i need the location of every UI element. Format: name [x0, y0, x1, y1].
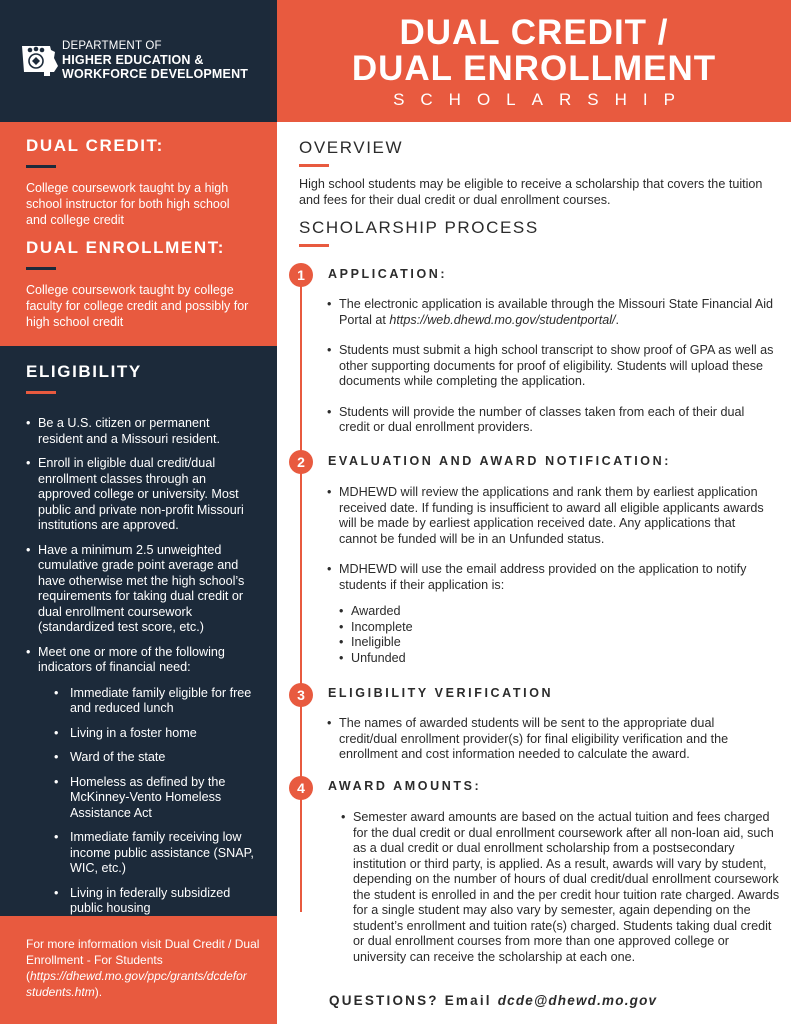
department-line-2: HIGHER EDUCATION & — [62, 53, 204, 67]
dual-enrollment-heading: DUAL ENROLLMENT: — [26, 238, 226, 257]
contact-email-link[interactable]: dcde@dhewd.mo.gov — [497, 993, 658, 1008]
list-item: • Semester award amounts are based on the actual tuition and fees charged for the dual credit or dual enrollment coursework after all non-loan aid, such as a dual credit or dual enrollment scholarship from a postsecondary institution or third party, is applied. As a result, awards will vary by student, depending on the number of hours of dual credit/dual enrollment coursework the student is enrolled in and the per credit hour tuition rate charged. Awards for a single student may also vary by semester, again depending on the student’s enrollment and tuition rate(s) charged. Students taking dual credit or dual enrollment courses from more than one approved college or university can receive the scholarship at each one. — [341, 810, 781, 965]
list-item: • Ward of the state — [46, 750, 257, 766]
bullet-end: . — [615, 312, 620, 327]
financial-need-intro: Meet one or more of the following indicators of financial need: — [38, 644, 225, 674]
eligibility-panel — [0, 346, 277, 916]
step-2-title: EVALUATION AND AWARD NOTIFICATION: — [328, 454, 672, 468]
list-item — [327, 297, 775, 328]
overview-text: High school students may be eligible to receive a scholarship that covers the tuition and fees for their dual credit or dual enrollment courses. — [299, 177, 763, 207]
financial-need-list — [46, 686, 257, 917]
application-status-list — [339, 604, 775, 666]
divider — [299, 164, 329, 167]
list-item: • Have a minimum 2.5 unweighted cumulative grade point average and have otherwise met the high school’s requirements for taking dual credit or dual enrollment coursework (standardized test score, etc.) — [26, 543, 257, 636]
step-1-body — [327, 297, 775, 451]
left-column — [0, 0, 277, 1024]
more-info-footer — [0, 916, 277, 1024]
dual-credit-definition: College coursework taught by a high school instructor for both high school and college credit — [26, 181, 230, 227]
step-1-title: APPLICATION: — [328, 267, 448, 281]
questions-contact — [329, 993, 657, 1008]
list-item: • Immediate family receiving low income public assistance (SNAP, WIC, etc.) — [46, 830, 257, 877]
step-3-body — [327, 716, 775, 778]
more-info-link[interactable]: https://dhewd.mo.gov/ppc/grants/dcdefor students.htm — [26, 969, 247, 999]
process-timeline — [300, 272, 302, 912]
department-logo-block — [0, 0, 277, 122]
dual-enrollment-definition: College coursework taught by college faculty for college credit and possibly for high school credit — [26, 283, 249, 329]
list-item: • MDHEWD will review the applications and rank them by earliest application received date. If funding is insufficient to award all eligible applicants awards will be made by earliest application received date. Any applications that cannot be funded will be in an Unfunded status. — [327, 485, 775, 547]
page-title-line-1: DUAL CREDIT / — [399, 13, 669, 52]
title-banner — [277, 0, 791, 122]
list-item: • Incomplete — [339, 620, 775, 636]
list-item: • Immediate family eligible for free and reduced lunch — [46, 686, 257, 717]
department-name — [62, 39, 248, 81]
list-item: • Awarded — [339, 604, 775, 620]
divider — [299, 244, 329, 247]
list-item: • Ineligible — [339, 635, 775, 651]
step-2-number: 2 — [289, 450, 313, 474]
student-portal-link[interactable]: https://web.dhewd.mo.gov/studentportal/ — [389, 312, 616, 327]
divider — [26, 267, 56, 270]
overview-heading: OVERVIEW — [299, 138, 404, 157]
list-item: • Unfunded — [339, 651, 775, 667]
page-subtitle: SCHOLARSHIP — [393, 90, 691, 109]
list-item: • Students must submit a high school transcript to show proof of GPA as well as other supporting documents for proof of eligibility. Students will upload these documents while completing the application. — [327, 343, 775, 390]
divider — [26, 165, 56, 168]
more-info-text: For more information visit Dual Credit / Dual Enrollment - For Students ( — [26, 937, 260, 983]
step-4-title: AWARD AMOUNTS: — [328, 779, 482, 793]
missouri-state-logo-icon — [20, 40, 60, 80]
definitions-panel — [0, 122, 277, 346]
more-info-end: ). — [94, 985, 103, 999]
step-4-body — [327, 810, 781, 980]
step-3-title: ELIGIBILITY VERIFICATION — [328, 686, 554, 700]
list-item: • Enroll in eligible dual credit/dual enrollment classes through an approved college or university. Most public and private non-profit Missouri institutions are approved. — [26, 456, 257, 534]
list-item: • The names of awarded students will be sent to the appropriate dual credit/dual enrollment provider(s) for final eligibility verification and the enrollment and cost information needed to calculate the award. — [327, 716, 775, 763]
list-item: • Students will provide the number of classes taken from each of their dual credit or dual enrollment providers. — [327, 405, 775, 436]
divider — [26, 391, 56, 394]
eligibility-list — [26, 416, 257, 917]
page-title-line-2: DUAL ENROLLMENT — [351, 49, 717, 88]
questions-label: QUESTIONS? Email — [329, 993, 498, 1008]
list-item — [26, 645, 257, 917]
department-line-3: WORKFORCE DEVELOPMENT — [62, 67, 249, 81]
step-1-number: 1 — [289, 263, 313, 287]
list-item: • Be a U.S. citizen or permanent resident and a Missouri resident. — [26, 416, 257, 447]
department-line-1: DEPARTMENT OF — [62, 40, 162, 52]
list-item: • MDHEWD will use the email address provided on the application to notify students if their application is: — [327, 562, 775, 593]
step-3-number: 3 — [289, 683, 313, 707]
step-2-body — [327, 485, 775, 666]
step-4-number: 4 — [289, 776, 313, 800]
dual-credit-heading: DUAL CREDIT: — [26, 136, 164, 155]
main-content — [277, 122, 791, 1024]
list-item: • Living in a foster home — [46, 726, 257, 742]
list-item: • Homeless as defined by the McKinney-Vento Homeless Assistance Act — [46, 775, 257, 822]
bullet-text: The electronic application is available through the Missouri State Financial Aid Portal at — [339, 297, 774, 327]
list-item: • Living in federally subsidized public housing — [46, 886, 257, 917]
process-heading: SCHOLARSHIP PROCESS — [299, 218, 539, 237]
eligibility-heading: ELIGIBILITY — [26, 362, 142, 381]
